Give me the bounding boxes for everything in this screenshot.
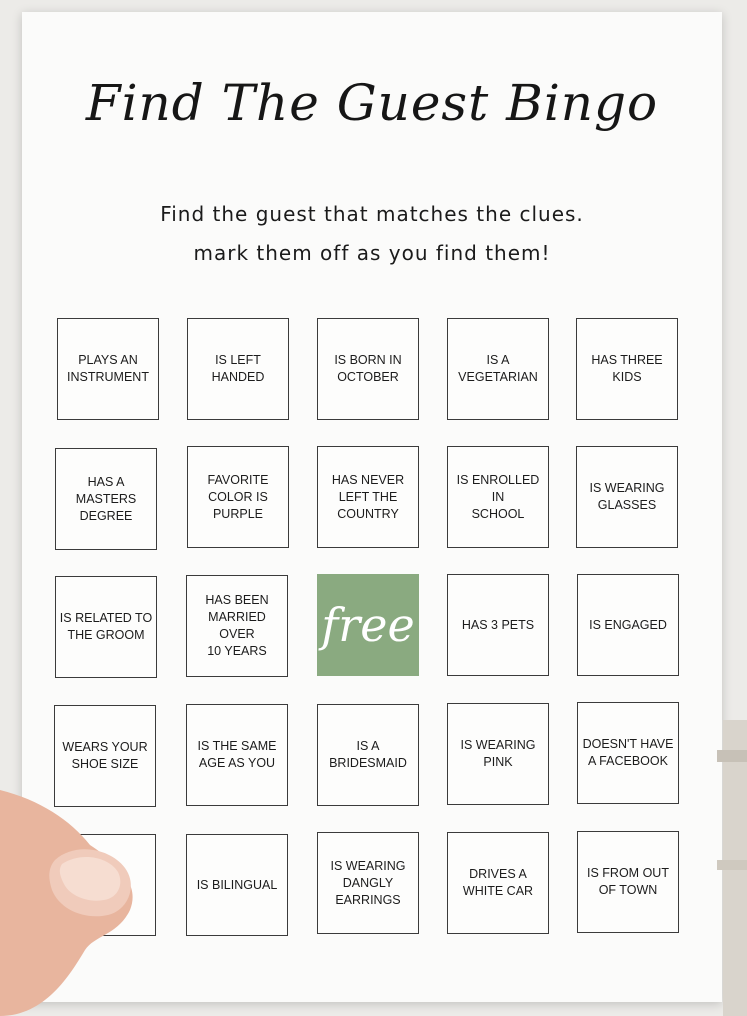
free-square: free bbox=[317, 574, 419, 676]
bingo-square: HAS BEEN MARRIED OVER 10 YEARS bbox=[186, 575, 288, 677]
bingo-square: IS WEARING DANGLY EARRINGS bbox=[317, 832, 419, 934]
bingo-square: IS THE SAME AGE AS YOU bbox=[186, 704, 288, 806]
bingo-square: IS FROM OUT OF TOWN bbox=[577, 831, 679, 933]
bingo-square: IS WEARING PINK bbox=[447, 703, 549, 805]
bingo-square: FAVORITE COLOR IS PURPLE bbox=[187, 446, 289, 548]
bingo-square: HAS THREE KIDS bbox=[576, 318, 678, 420]
background-shelf-icon bbox=[717, 720, 747, 1016]
bingo-square: IS WEARING GLASSES bbox=[576, 446, 678, 548]
bingo-square: IS BORN IN OCTOBER bbox=[317, 318, 419, 420]
card-title: Find The Guest Bingo bbox=[85, 74, 659, 132]
bingo-square: IS A BRIDESMAID bbox=[317, 704, 419, 806]
bingo-square: IS BILINGUAL bbox=[186, 834, 288, 936]
bingo-square: DOESN'T HAVE A FACEBOOK bbox=[577, 702, 679, 804]
bingo-square: WEARS YOUR SHOE SIZE bbox=[54, 705, 156, 807]
bingo-square: PLAYS AN INSTRUMENT bbox=[57, 318, 159, 420]
bingo-square: HAS 3 PETS bbox=[447, 574, 549, 676]
subtitle-line-2: mark them off as you find them! bbox=[193, 241, 551, 265]
bingo-square: IS ENGAGED bbox=[577, 574, 679, 676]
bingo-square: HAS NEVER LEFT THE COUNTRY bbox=[317, 446, 419, 548]
bingo-square: DRIVES A WHITE CAR bbox=[447, 832, 549, 934]
bingo-square: IS ENROLLED IN SCHOOL bbox=[447, 446, 549, 548]
bingo-square: HAS A MASTERS DEGREE bbox=[55, 448, 157, 550]
hand-thumb-icon bbox=[0, 760, 140, 1016]
bingo-square: IS A VEGETARIAN bbox=[447, 318, 549, 420]
bingo-square: IS RELATED TO THE GROOM bbox=[55, 576, 157, 678]
bingo-square: IS LEFT HANDED bbox=[187, 318, 289, 420]
subtitle-line-1: Find the guest that matches the clues. bbox=[160, 202, 584, 226]
